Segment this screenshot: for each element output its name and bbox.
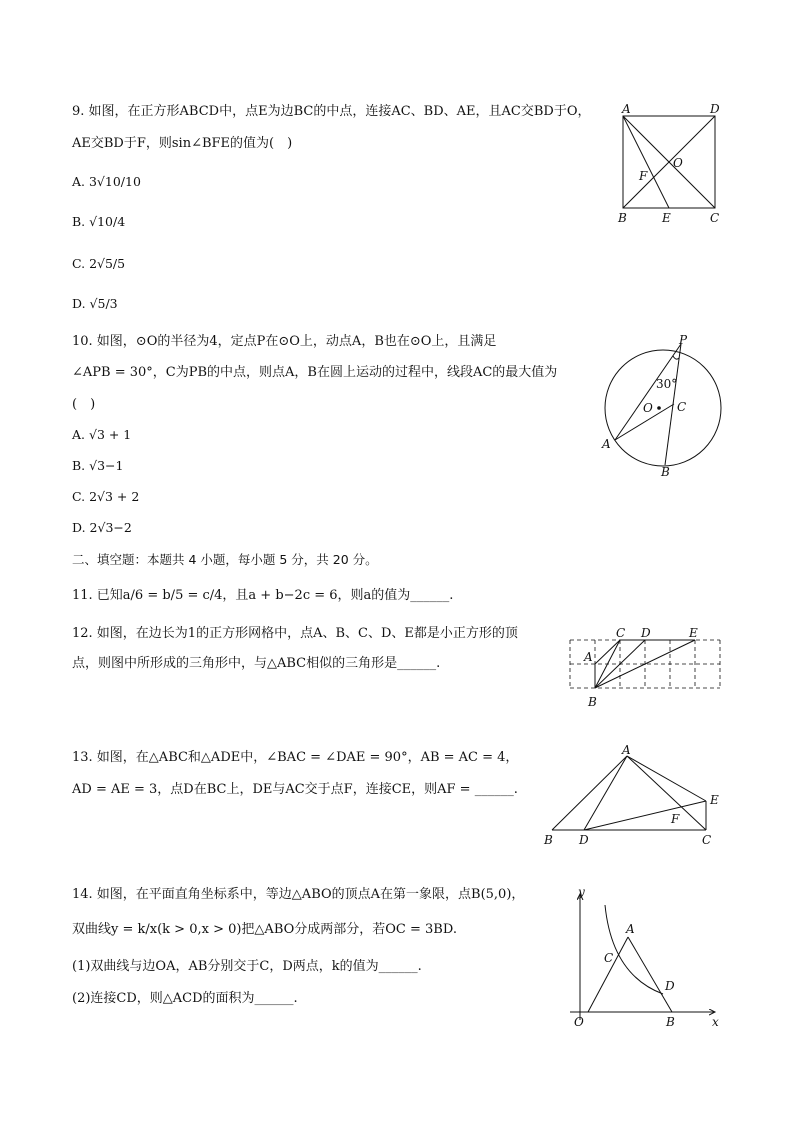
q12-segment-ac [595, 640, 620, 664]
q9-label-a: A [622, 102, 631, 116]
q14-label-c: C [604, 951, 614, 965]
q10-line1: 10. 如图，⊙O的半径为4，定点P在⊙O上，动点A，B也在⊙O上，且满足 [72, 334, 497, 349]
q12-label-a: A [584, 650, 593, 664]
q14-label-o: O [574, 1015, 584, 1029]
q14-hyperbola [605, 905, 663, 994]
q9-option-c[interactable]: C. 2√5/5 [72, 256, 126, 271]
q14-segment-oa [588, 937, 628, 1012]
q9-option-d[interactable]: D. √5/3 [72, 296, 118, 311]
q9-option-b[interactable]: B. √10/4 [72, 214, 126, 229]
q10-figure [595, 330, 735, 480]
q10-label-a: A [602, 437, 611, 451]
q10-label-b: B [661, 465, 670, 479]
q12-line2: 点，则图中所形成的三角形中，与△ABC相似的三角形是______. [72, 656, 441, 671]
q9-label-c: C [710, 211, 720, 225]
q12-label-c: C [616, 626, 626, 640]
q13-label-a: A [622, 743, 631, 757]
q12-label-e: E [689, 626, 698, 640]
q14-line1: 14. 如图，在平面直角坐标系中，等边△ABO的顶点A在第一象限，点B(5,0)， [72, 887, 525, 902]
q10-line3: ( ) [72, 397, 96, 412]
q13-segment-ab [552, 756, 627, 830]
q13-segment-de [584, 801, 706, 830]
q13-label-b: B [544, 833, 553, 847]
q13-segment-ac [627, 756, 706, 830]
q13-label-c: C [702, 833, 712, 847]
q10-label-p: P [679, 333, 688, 347]
q13-figure [540, 744, 730, 854]
q14-label-x: x [712, 1015, 719, 1029]
q9-label-o: O [673, 156, 683, 170]
q14-line4: (2)连接CD，则△ACD的面积为______. [72, 991, 298, 1006]
q9-segment-ae [623, 116, 669, 208]
q9-label-d: D [710, 102, 720, 116]
q9-figure [610, 100, 730, 230]
q14-label-y: y [578, 885, 585, 899]
q13-line2: AD = AE = 3，点D在BC上，DE与AC交于点F，连接CE，则AF = ______. [72, 782, 518, 797]
q12-figure [560, 624, 730, 714]
q13-segment-ae [627, 756, 706, 801]
q13-label-e: E [710, 793, 719, 807]
q10-option-b[interactable]: B. √3−1 [72, 458, 124, 473]
q13-label-f: F [671, 812, 680, 826]
q10-option-a[interactable]: A. √3 + 1 [72, 427, 132, 442]
q11-line1: 11. 已知a/6 = b/5 = c/4，且a + b−2c = 6，则a的值为______. [72, 588, 454, 603]
q9-line2: AE交BD于F，则sin∠BFE的值为( ) [72, 136, 293, 151]
q12-label-d: D [641, 626, 651, 640]
q10-option-c[interactable]: C. 2√3 + 2 [72, 489, 140, 504]
q13-label-d: D [579, 833, 589, 847]
q10-angle-label: 30° [656, 377, 678, 391]
q10-line2: ∠APB = 30°，C为PB的中点，则点A，B在圆上运动的过程中，线段AC的最大值为 [72, 365, 558, 380]
q14-label-b: B [666, 1015, 675, 1029]
q9-option-a[interactable]: A. 3√10/10 [72, 174, 141, 189]
q10-angle-arc [673, 356, 679, 359]
q9-label-e: E [662, 211, 671, 225]
q10-label-o: O [643, 401, 653, 415]
q10-label-c: C [677, 400, 687, 414]
q12-label-b: B [588, 695, 597, 709]
q13-segment-ad [584, 756, 627, 830]
q10-circle [605, 350, 721, 466]
q14-line3: (1)双曲线与边OA，AB分别交于C，D两点，k的值为______. [72, 959, 422, 974]
q13-line1: 13. 如图，在△ABC和△ADE中，∠BAC = ∠DAE = 90°，AB = AC = 4， [72, 750, 519, 765]
q10-option-d[interactable]: D. 2√3−2 [72, 520, 132, 535]
q12-line1: 12. 如图，在边长为1的正方形网格中，点A、B、C、D、E都是小正方形的顶 [72, 626, 518, 641]
q9-line1: 9. 如图，在正方形ABCD中，点E为边BC的中点，连接AC、BD、AE，且AC交BD于O， [72, 104, 591, 119]
q14-label-d: D [665, 979, 675, 993]
q10-center-dot [657, 406, 661, 410]
q9-label-b: B [618, 211, 627, 225]
q14-segment-ab [628, 937, 672, 1012]
q10-chord-pa [615, 344, 681, 440]
q14-figure [560, 880, 730, 1040]
q14-line2: 双曲线y = k/x(k > 0,x > 0)把△ABO分成两部分，若OC = 3BD. [72, 922, 457, 937]
section-heading: 二、填空题：本题共 4 小题，每小题 5 分，共 20 分。 [72, 552, 378, 567]
q14-label-a: A [626, 922, 635, 936]
q9-label-f: F [639, 169, 648, 183]
